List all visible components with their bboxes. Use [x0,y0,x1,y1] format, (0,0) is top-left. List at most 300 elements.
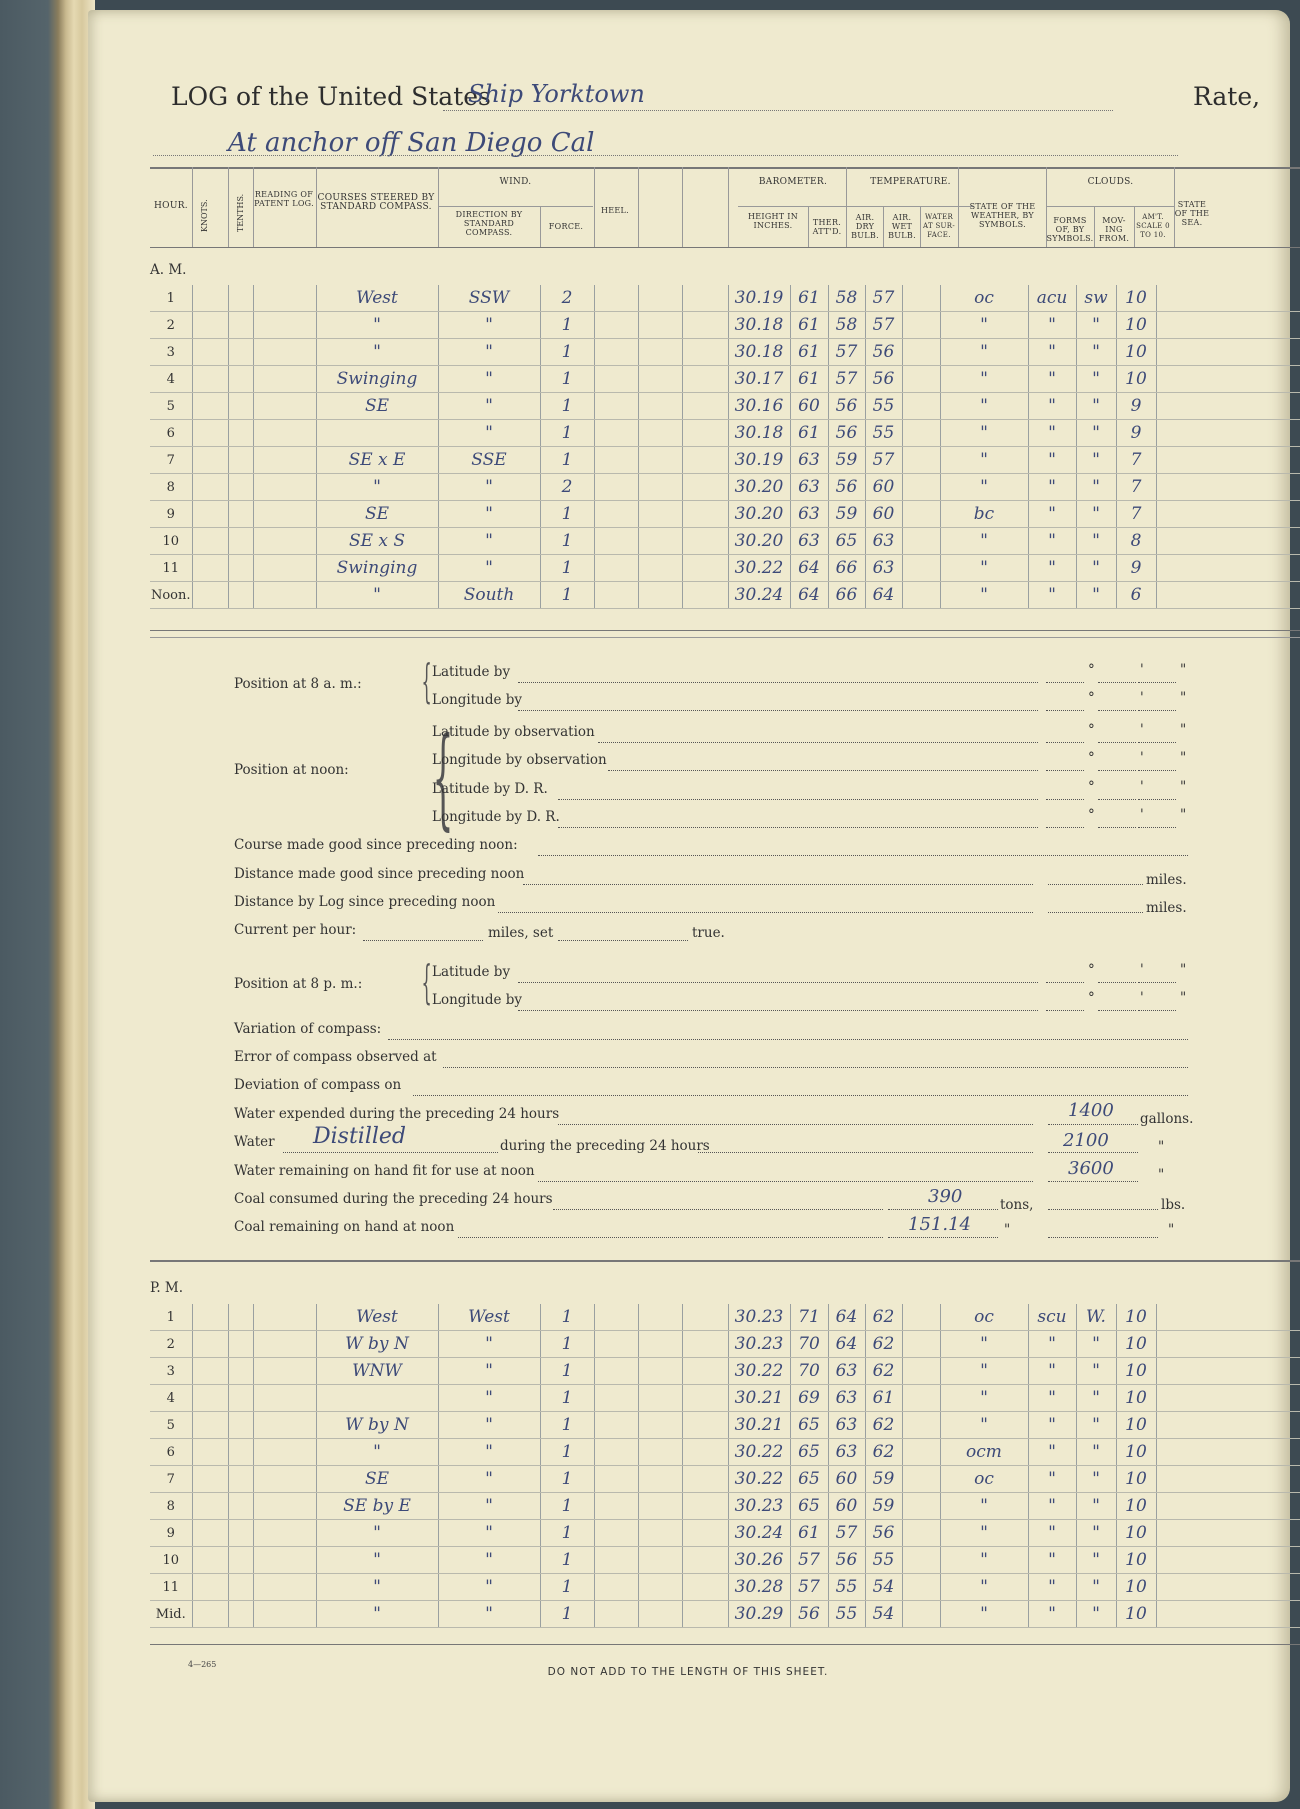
pos-noon-lon-obs: Longitude by observation [432,752,607,768]
sea-cell [1156,1412,1300,1439]
water-surface-cell [902,1439,940,1466]
knots-cell [192,420,228,447]
cloud-amount-cell: 10 [1116,1547,1156,1574]
cloud-forms-cell: " [1028,1493,1076,1520]
ther-attached-cell: 61 [790,420,828,447]
barometer-cell: 30.18 [728,312,790,339]
knots-cell [192,501,228,528]
course-made-label: Course made good since preceding noon: [234,837,518,853]
knots-cell [192,1412,228,1439]
log-sheet [88,10,1290,1802]
pm-row [150,1493,1300,1520]
ther-attached-cell: 57 [790,1574,828,1601]
barometer-cell: 30.26 [728,1547,790,1574]
form-number: 4—265 [188,1660,217,1669]
wind-force-cell: 1 [540,1385,594,1412]
heel-cell [594,1358,638,1385]
cloud-amount-cell: 10 [1116,1493,1156,1520]
course-cell: " [316,312,438,339]
blank-cell [638,474,682,501]
pm-row [150,1304,1300,1331]
barometer-cell: 30.20 [728,474,790,501]
tenths-cell [228,285,253,312]
water-label: Water [234,1134,275,1150]
air-wet-cell: 55 [865,420,902,447]
heel-cell [594,1520,638,1547]
col-temperature: TEMPERATURE. [870,177,951,187]
patent-log-cell [253,447,316,474]
patent-log-cell [253,474,316,501]
cloud-amount-cell: 10 [1116,1601,1156,1628]
blank-cell [682,1493,728,1520]
knots-cell [192,1466,228,1493]
barometer-cell: 30.23 [728,1304,790,1331]
weather-cell: oc [940,1466,1028,1493]
heel-cell [594,366,638,393]
water-remaining-label: Water remaining on hand fit for use at noon [234,1163,535,1179]
hour-cell: 3 [150,339,192,366]
patent-log-cell [253,312,316,339]
barometer-cell: 30.22 [728,1466,790,1493]
weather-cell: ocm [940,1439,1028,1466]
weather-cell: " [940,1547,1028,1574]
water-surface-cell [902,393,940,420]
water-distilled-ditto: " [1158,1139,1165,1155]
tenths-cell [228,555,253,582]
ther-attached-cell: 65 [790,1466,828,1493]
cloud-moving-cell: " [1076,1493,1116,1520]
knots-cell [192,1547,228,1574]
knots-cell [192,447,228,474]
air-dry-cell: 57 [828,366,865,393]
knots-cell [192,555,228,582]
ther-attached-cell: 61 [790,366,828,393]
weather-cell: " [940,1574,1028,1601]
water-distilled-text: Distilled [313,1124,407,1149]
patent-log-cell [253,582,316,609]
cloud-amount-cell: 10 [1116,1358,1156,1385]
wind-force-cell: 1 [540,555,594,582]
water-surface-cell [902,1601,940,1628]
course-cell: SE [316,393,438,420]
position-sec-mark: " [1180,750,1187,766]
course-cell: Swinging [316,555,438,582]
heel-cell [594,501,638,528]
hour-cell: 10 [150,1547,192,1574]
blank-cell [682,1601,728,1628]
air-dry-cell: 60 [828,1466,865,1493]
course-cell: SE [316,1466,438,1493]
air-wet-cell: 61 [865,1385,902,1412]
header-grid [150,167,1184,247]
water-surface-cell [902,1493,940,1520]
wind-direction-cell: " [438,555,540,582]
cloud-forms-cell: " [1028,1385,1076,1412]
blank-cell [638,1520,682,1547]
wind-direction-cell: " [438,501,540,528]
wind-force-cell: 1 [540,1601,594,1628]
cloud-moving-cell: " [1076,312,1116,339]
air-wet-cell: 55 [865,393,902,420]
tenths-cell [228,528,253,555]
ther-attached-cell: 63 [790,501,828,528]
barometer-cell: 30.23 [728,1493,790,1520]
barometer-cell: 30.20 [728,528,790,555]
wind-direction-cell: " [438,1331,540,1358]
am-row [150,501,1300,528]
wind-force-cell: 1 [540,1547,594,1574]
ther-attached-cell: 60 [790,393,828,420]
heel-cell [594,1574,638,1601]
weather-cell: " [940,366,1028,393]
wind-direction-cell: " [438,1412,540,1439]
air-wet-cell: 64 [865,582,902,609]
hour-cell: 1 [150,285,192,312]
air-wet-cell: 59 [865,1493,902,1520]
col-wind-direction: DIRECTION BY STANDARD COMPASS. [455,210,523,237]
pos-noon-lat-dr: Latitude by D. R. [432,781,548,797]
position-deg-mark: ° [1088,962,1095,978]
knots-cell [192,1493,228,1520]
position-deg-mark: ° [1088,779,1095,795]
position-sec-mark: " [1180,690,1187,706]
col-wind: WIND. [499,177,532,187]
ther-attached-cell: 69 [790,1385,828,1412]
col-knots: KNOTS. [200,199,209,232]
course-cell: West [316,1304,438,1331]
patent-log-cell [253,1601,316,1628]
patent-log-cell [253,1466,316,1493]
coal-consumed-value: 390 [928,1186,963,1207]
water-surface-cell [902,1574,940,1601]
pm-row [150,1358,1300,1385]
col-weather: STATE OF THE WEATHER, BY SYMBOLS. [969,202,1036,229]
heel-cell [594,1547,638,1574]
course-cell: " [316,1547,438,1574]
position-sec-mark: " [1180,722,1187,738]
air-dry-cell: 55 [828,1601,865,1628]
pos-8pm-label: Position at 8 p. m.: [234,976,363,992]
sea-cell [1156,1304,1300,1331]
cloud-amount-cell: 9 [1116,393,1156,420]
col-cloud-forms: FORMS OF, BY SYMBOLS. [1046,216,1094,243]
hour-cell: 8 [150,474,192,501]
blank-cell [638,1304,682,1331]
wind-direction-cell: " [438,1520,540,1547]
sea-cell [1156,393,1300,420]
wind-direction-cell: " [438,1385,540,1412]
ther-attached-cell: 65 [790,1412,828,1439]
wind-force-cell: 1 [540,1574,594,1601]
weather-cell: " [940,474,1028,501]
blank-cell [638,339,682,366]
water-surface-cell [902,447,940,474]
wind-direction-cell: " [438,528,540,555]
weather-cell: " [940,1358,1028,1385]
water-surface-cell [902,555,940,582]
patent-log-cell [253,501,316,528]
col-hour: HOUR. [154,201,188,211]
air-dry-cell: 56 [828,393,865,420]
cloud-amount-cell: 10 [1116,1574,1156,1601]
knots-cell [192,285,228,312]
hour-cell: 11 [150,1574,192,1601]
air-dry-cell: 58 [828,285,865,312]
barometer-cell: 30.16 [728,393,790,420]
position-deg-mark: ° [1088,662,1095,678]
heel-cell [594,393,638,420]
weather-cell: " [940,1493,1028,1520]
cloud-forms-cell: " [1028,582,1076,609]
cloud-moving-cell: " [1076,447,1116,474]
weather-cell: " [940,582,1028,609]
position-min-mark: ' [1140,750,1144,766]
air-dry-cell: 63 [828,1412,865,1439]
heel-cell [594,528,638,555]
heel-cell [594,1493,638,1520]
cloud-amount-cell: 9 [1116,555,1156,582]
water-gallons: gallons. [1140,1111,1194,1127]
pos-noon-lat-obs: Latitude by observation [432,724,595,740]
pm-row [150,1439,1300,1466]
blank-cell [638,1466,682,1493]
wind-direction-cell: " [438,420,540,447]
variation-label: Variation of compass: [234,1021,382,1037]
cloud-amount-cell: 7 [1116,447,1156,474]
course-cell: WNW [316,1358,438,1385]
am-row [150,555,1300,582]
wind-force-cell: 1 [540,312,594,339]
heel-cell [594,447,638,474]
knots-cell [192,1331,228,1358]
tenths-cell [228,474,253,501]
blank-cell [682,420,728,447]
patent-log-cell [253,1574,316,1601]
sea-cell [1156,420,1300,447]
cloud-moving-cell: " [1076,393,1116,420]
pos-8am-lon: Longitude by [432,692,523,708]
blank-cell [682,366,728,393]
air-dry-cell: 57 [828,339,865,366]
pm-bottom-rule [150,1644,1300,1645]
tenths-cell [228,1358,253,1385]
position-sec-mark: " [1180,662,1187,678]
patent-log-cell [253,1412,316,1439]
pm-row [150,1412,1300,1439]
knots-cell [192,1304,228,1331]
patent-log-cell [253,1547,316,1574]
water-surface-cell [902,285,940,312]
col-patent-log: READING OF PATENT LOG. [254,190,314,208]
wind-force-cell: 1 [540,1439,594,1466]
wind-direction-cell: " [438,393,540,420]
pos-8am-brace: { [421,654,432,708]
weather-cell: " [940,420,1028,447]
ther-attached-cell: 61 [790,1520,828,1547]
blank-cell [682,474,728,501]
tenths-cell [228,1493,253,1520]
heel-cell [594,1304,638,1331]
blank-cell [682,447,728,474]
wind-force-cell: 1 [540,366,594,393]
patent-log-cell [253,366,316,393]
blank-cell [682,1439,728,1466]
wind-force-cell: 1 [540,339,594,366]
water-surface-cell [902,1520,940,1547]
air-wet-cell: 57 [865,285,902,312]
ther-attached-cell: 61 [790,285,828,312]
cloud-moving-cell: " [1076,1412,1116,1439]
course-cell: W by N [316,1331,438,1358]
air-wet-cell: 60 [865,501,902,528]
air-dry-cell: 57 [828,1520,865,1547]
water-expended-label: Water expended during the preceding 24 hours [234,1106,560,1122]
col-baro-height: HEIGHT IN INCHES. [747,212,799,230]
col-air-wet: AIR. WET BULB. [888,213,916,240]
cloud-moving-cell: " [1076,474,1116,501]
col-barometer: BAROMETER. [758,177,828,187]
col-cloud-amount: AM'T. SCALE 0 TO 10. [1136,213,1170,239]
location-text: At anchor off San Diego Cal [228,128,595,158]
heel-cell [594,339,638,366]
cloud-moving-cell: " [1076,555,1116,582]
course-cell: Swinging [316,366,438,393]
coal-remaining-value: 151.14 [908,1214,971,1235]
water-surface-cell [902,474,940,501]
blank-cell [682,339,728,366]
air-dry-cell: 63 [828,1439,865,1466]
water-surface-cell [902,582,940,609]
cloud-moving-cell: " [1076,528,1116,555]
blank-cell [682,528,728,555]
blank-cell [682,555,728,582]
hour-cell: 1 [150,1304,192,1331]
water-surface-cell [902,1385,940,1412]
sea-cell [1156,474,1300,501]
wind-force-cell: 1 [540,1412,594,1439]
hour-cell: 8 [150,1493,192,1520]
cloud-forms-cell: " [1028,501,1076,528]
weather-cell: " [940,339,1028,366]
knots-cell [192,366,228,393]
knots-cell [192,582,228,609]
cloud-amount-cell: 7 [1116,501,1156,528]
blank-cell [638,1493,682,1520]
ther-attached-cell: 70 [790,1331,828,1358]
blank-cell [638,1385,682,1412]
wind-force-cell: 2 [540,285,594,312]
air-dry-cell: 59 [828,501,865,528]
heel-cell [594,1439,638,1466]
water-surface-cell [902,528,940,555]
air-wet-cell: 62 [865,1412,902,1439]
tenths-cell [228,582,253,609]
current-miles-set: miles, set [488,925,554,941]
water-surface-cell [902,501,940,528]
heel-cell [594,420,638,447]
air-dry-cell: 63 [828,1385,865,1412]
position-min-mark: ' [1140,962,1144,978]
sea-cell [1156,1358,1300,1385]
pm-log-table [150,1304,1300,1628]
position-min-mark: ' [1140,807,1144,823]
barometer-cell: 30.28 [728,1574,790,1601]
heel-cell [594,582,638,609]
pm-label: P. M. [150,1280,184,1296]
pm-row [150,1466,1300,1493]
location-line [153,155,1178,156]
am-log-table [150,285,1300,609]
position-sec-mark: " [1180,990,1187,1006]
air-dry-cell: 55 [828,1574,865,1601]
air-wet-cell: 56 [865,1520,902,1547]
blank-cell [682,1331,728,1358]
hour-cell: Mid. [150,1601,192,1628]
wind-direction-cell: " [438,1574,540,1601]
distance-made-label: Distance made good since preceding noon [234,866,525,882]
am-row [150,528,1300,555]
knots-cell [192,528,228,555]
knots-cell [192,1385,228,1412]
pos-noon-label: Position at noon: [234,762,349,778]
position-min-mark: ' [1140,779,1144,795]
blank-cell [682,501,728,528]
current-label: Current per hour: [234,922,357,938]
cloud-forms-cell: " [1028,366,1076,393]
tenths-cell [228,1439,253,1466]
ther-attached-cell: 61 [790,312,828,339]
footer-notice: DO NOT ADD TO THE LENGTH OF THIS SHEET. [547,1666,829,1678]
ship-name-line [443,110,1113,111]
coal-remaining-label: Coal remaining on hand at noon [234,1219,455,1235]
cloud-forms-cell: " [1028,1412,1076,1439]
water-remaining-ditto: " [1158,1167,1165,1183]
heel-cell [594,555,638,582]
cloud-amount-cell: 6 [1116,582,1156,609]
am-row [150,474,1300,501]
col-clouds: CLOUDS. [1087,177,1134,187]
sea-cell [1156,1601,1300,1628]
pm-row [150,1547,1300,1574]
pos-8pm-lon: Longitude by [432,992,523,1008]
cloud-forms-cell: " [1028,1520,1076,1547]
cloud-moving-cell: " [1076,1547,1116,1574]
knots-cell [192,1601,228,1628]
am-row [150,366,1300,393]
ther-attached-cell: 70 [790,1358,828,1385]
cloud-amount-cell: 10 [1116,1439,1156,1466]
col-air-dry: AIR. DRY BULB. [851,213,879,240]
wind-direction-cell: " [438,1493,540,1520]
hour-cell: Noon. [150,582,192,609]
air-dry-cell: 56 [828,474,865,501]
ship-name: Ship Yorktown [468,80,645,108]
weather-cell: " [940,312,1028,339]
wind-direction-cell: " [438,1466,540,1493]
col-courses: COURSES STEERED BY STANDARD COMPASS. [317,193,435,212]
ther-attached-cell: 65 [790,1439,828,1466]
knots-cell [192,312,228,339]
pm-row [150,1520,1300,1547]
barometer-cell: 30.20 [728,501,790,528]
col-cloud-moving: MOV-ING FROM. [1098,216,1130,243]
ther-attached-cell: 65 [790,1493,828,1520]
barometer-cell: 30.18 [728,420,790,447]
position-sec-mark: " [1180,962,1187,978]
position-deg-mark: ° [1088,807,1095,823]
position-min-mark: ' [1140,662,1144,678]
cloud-forms-cell: acu [1028,285,1076,312]
